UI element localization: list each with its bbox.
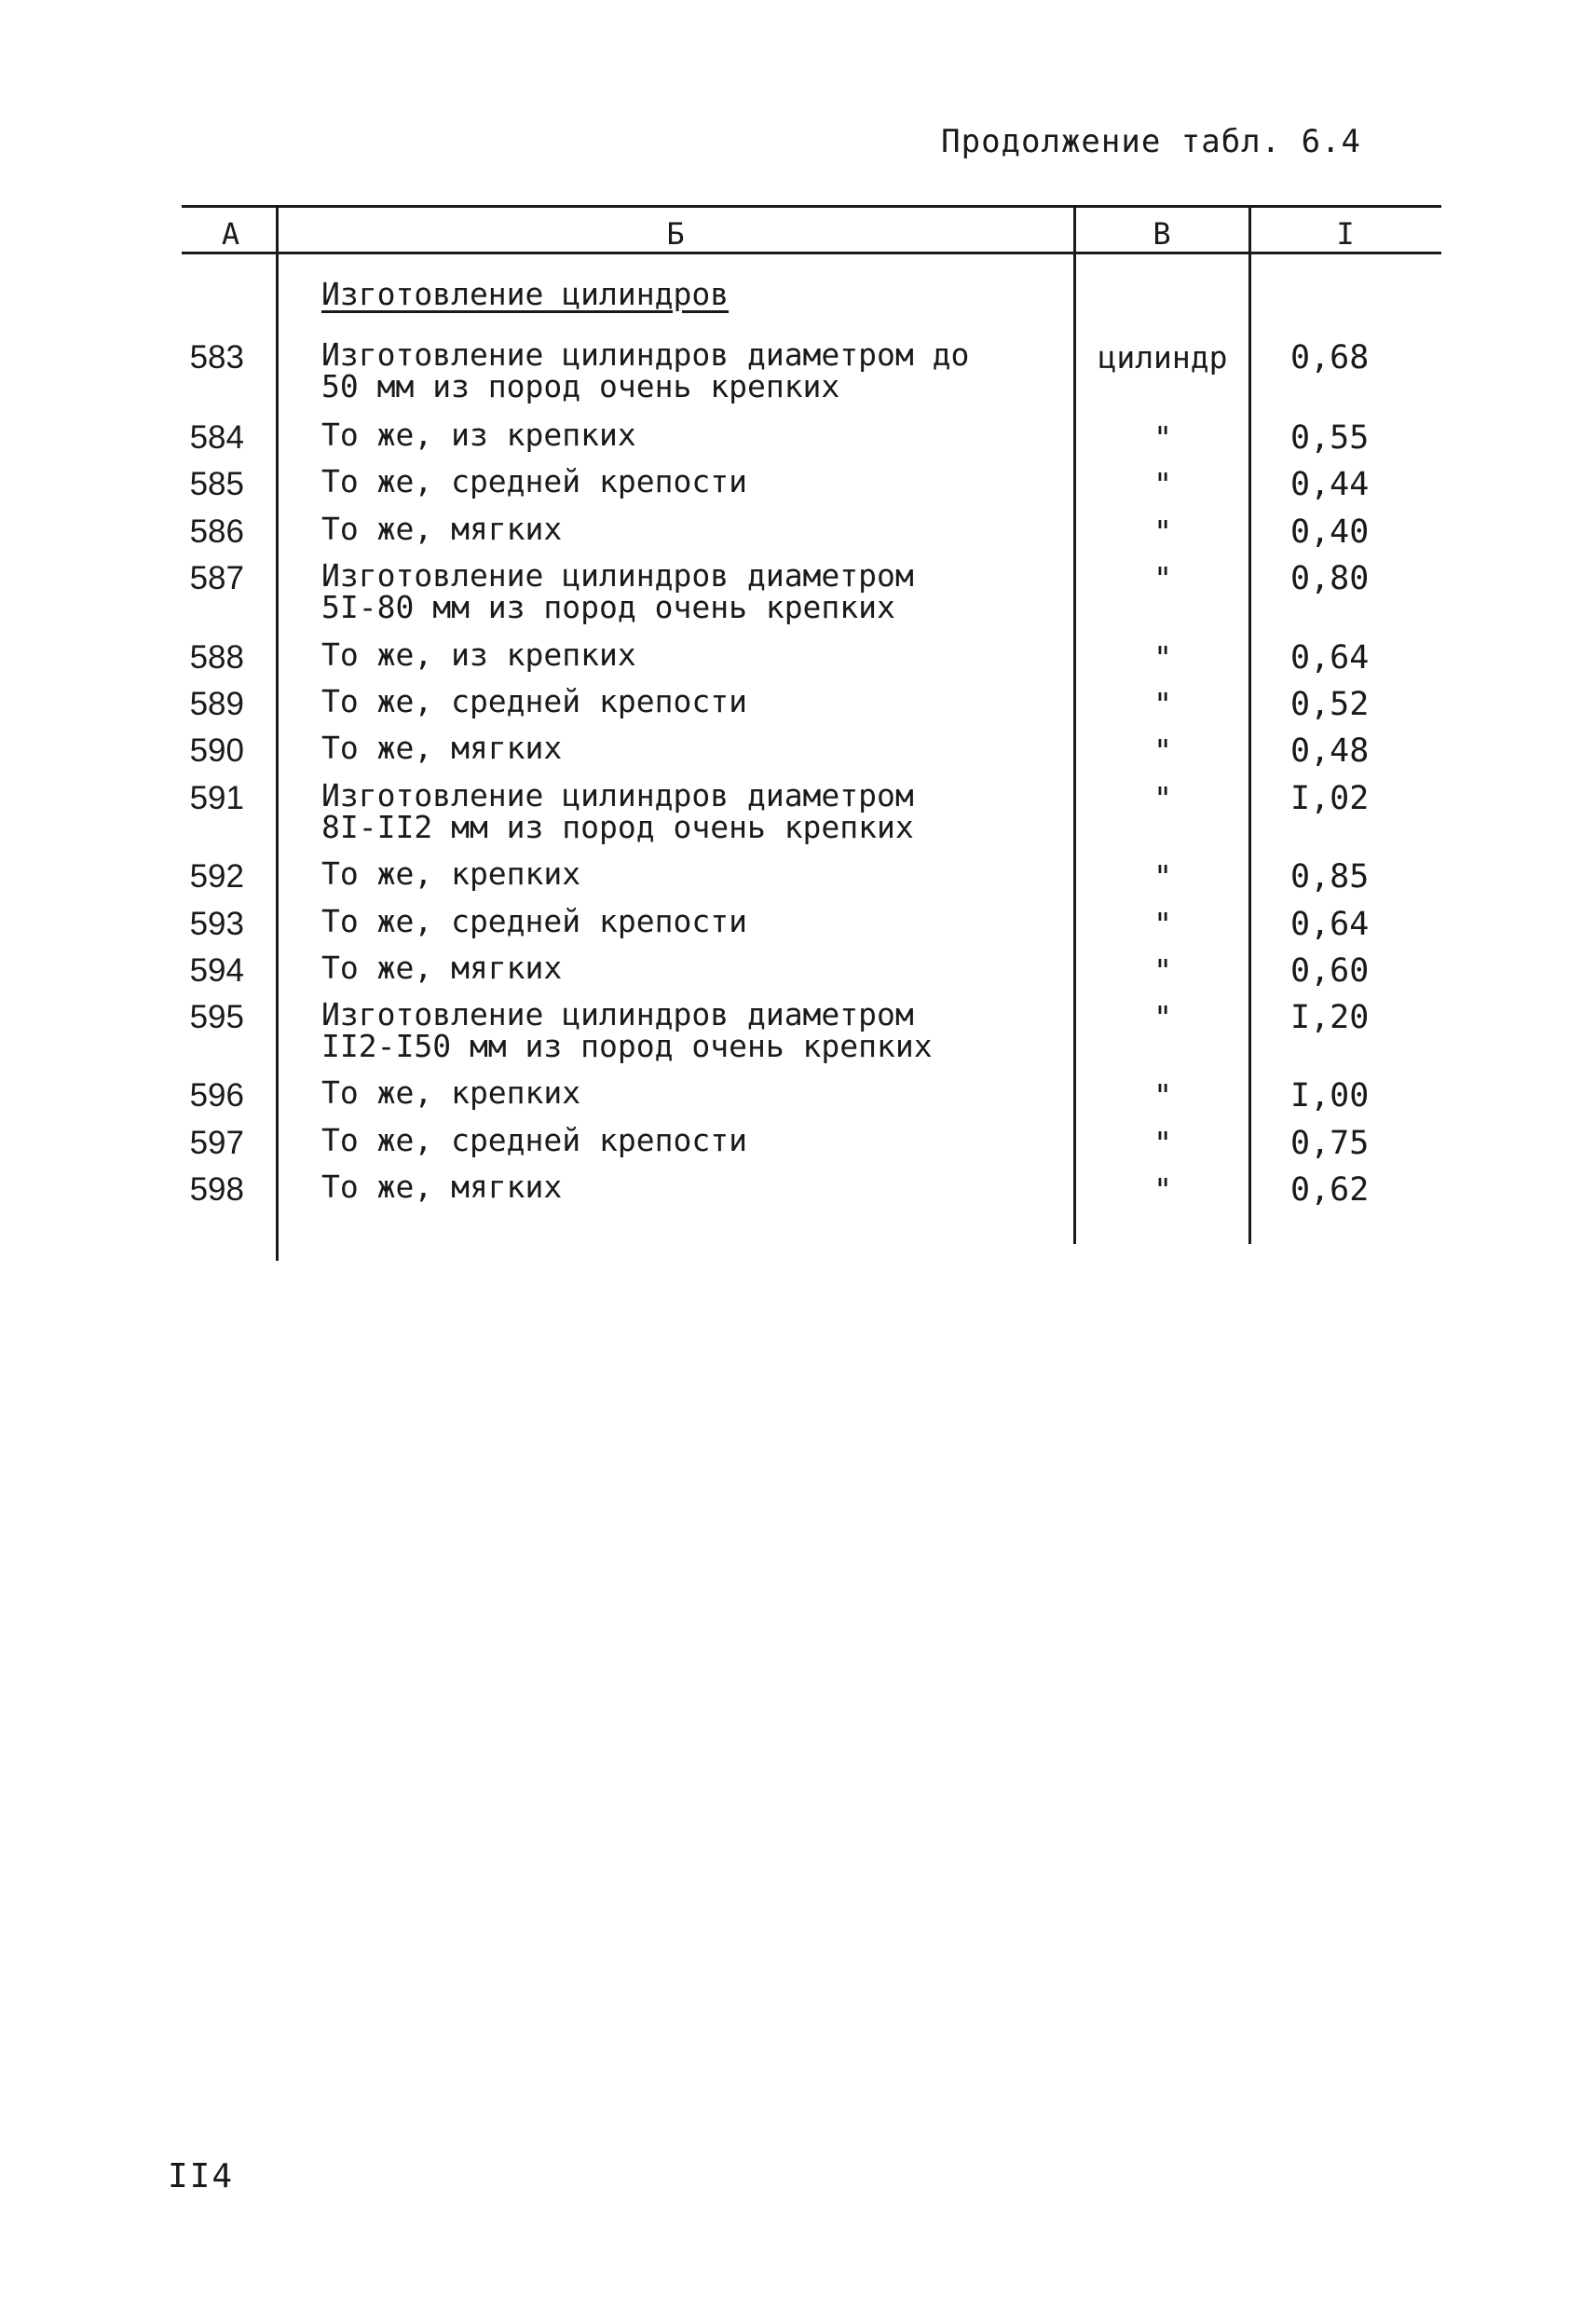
- row-unit: ": [1153, 952, 1172, 989]
- row-number: 588: [189, 639, 244, 676]
- row-description: То же, средней крепости: [321, 903, 747, 939]
- row-number: 594: [189, 952, 244, 989]
- row-unit: ": [1153, 732, 1172, 769]
- row-number: 590: [189, 732, 244, 769]
- row-description: Изготовление цилиндров диаметром 8I-II2 мм из пород очень крепких: [321, 777, 914, 845]
- row-value: 0,52: [1290, 686, 1370, 723]
- row-description: То же, мягких: [321, 1169, 563, 1205]
- row-description: То же, средней крепости: [321, 463, 747, 499]
- row-description: То же, из крепких: [321, 636, 636, 673]
- page-number: II4: [168, 2157, 235, 2195]
- column-divider-a-b: [276, 205, 279, 1261]
- row-value: I,02: [1290, 780, 1370, 817]
- row-unit: ": [1153, 513, 1172, 550]
- row-value: 0,60: [1290, 952, 1370, 990]
- column-divider-c-d: [1248, 205, 1251, 1244]
- header-col-a: А: [221, 216, 240, 252]
- row-value: 0,55: [1290, 419, 1370, 457]
- row-value: 0,68: [1290, 339, 1370, 376]
- row-unit: ": [1153, 999, 1172, 1035]
- row-unit: ": [1153, 560, 1172, 596]
- header-col-c: В: [1153, 216, 1171, 252]
- table-caption: Продолжение табл. 6.4: [941, 123, 1361, 160]
- row-value: 0,44: [1290, 466, 1370, 503]
- row-unit: ": [1153, 419, 1172, 456]
- row-value: 0,40: [1290, 513, 1370, 551]
- row-value: 0,64: [1290, 639, 1370, 677]
- table-top-rule: [182, 205, 1441, 208]
- row-number: 584: [189, 419, 244, 456]
- row-number: 591: [189, 780, 244, 816]
- row-description: То же, крепких: [321, 1074, 581, 1111]
- row-number: 593: [189, 906, 244, 942]
- row-description: То же, средней крепости: [321, 683, 747, 719]
- row-unit: цилиндр: [1098, 339, 1228, 376]
- row-unit: ": [1153, 858, 1172, 895]
- row-description: Изготовление цилиндров диаметром II2-I50 мм из пород очень крепких: [321, 996, 933, 1064]
- table-header-rule: [182, 252, 1441, 254]
- row-value: 0,64: [1290, 906, 1370, 943]
- row-number: 589: [189, 686, 244, 722]
- row-value: 0,62: [1290, 1171, 1370, 1209]
- row-unit: ": [1153, 1125, 1172, 1161]
- row-value: 0,80: [1290, 560, 1370, 597]
- row-description: То же, мягких: [321, 730, 563, 766]
- row-value: 0,48: [1290, 732, 1370, 770]
- row-unit: ": [1153, 780, 1172, 816]
- row-value: I,20: [1290, 999, 1370, 1036]
- row-number: 592: [189, 858, 244, 895]
- row-number: 583: [189, 339, 244, 376]
- row-description: То же, мягких: [321, 511, 563, 547]
- row-number: 596: [189, 1077, 244, 1114]
- row-description: То же, средней крепости: [321, 1122, 747, 1158]
- row-unit: ": [1153, 1171, 1172, 1208]
- row-unit: ": [1153, 686, 1172, 722]
- row-value: 0,75: [1290, 1125, 1370, 1162]
- row-number: 587: [189, 560, 244, 596]
- section-title: Изготовление цилиндров: [321, 276, 730, 312]
- header-col-b: Б: [666, 216, 685, 252]
- row-description: То же, мягких: [321, 950, 563, 986]
- row-description: Изготовление цилиндров диаметром до 50 мм из пород очень крепких: [321, 336, 970, 404]
- row-description: Изготовление цилиндров диаметром 5I-80 мм из пород очень крепких: [321, 557, 914, 625]
- row-description: То же, из крепких: [321, 417, 636, 453]
- row-number: 585: [189, 466, 244, 502]
- row-value: 0,85: [1290, 858, 1370, 896]
- row-description: То же, крепких: [321, 855, 581, 892]
- column-divider-b-c: [1073, 205, 1076, 1244]
- row-number: 598: [189, 1171, 244, 1208]
- row-unit: ": [1153, 466, 1172, 502]
- row-number: 586: [189, 513, 244, 550]
- header-col-d: I: [1336, 216, 1355, 252]
- row-unit: ": [1153, 639, 1172, 676]
- row-unit: ": [1153, 1077, 1172, 1114]
- row-number: 595: [189, 999, 244, 1035]
- row-value: I,00: [1290, 1077, 1370, 1114]
- row-unit: ": [1153, 906, 1172, 942]
- row-number: 597: [189, 1125, 244, 1161]
